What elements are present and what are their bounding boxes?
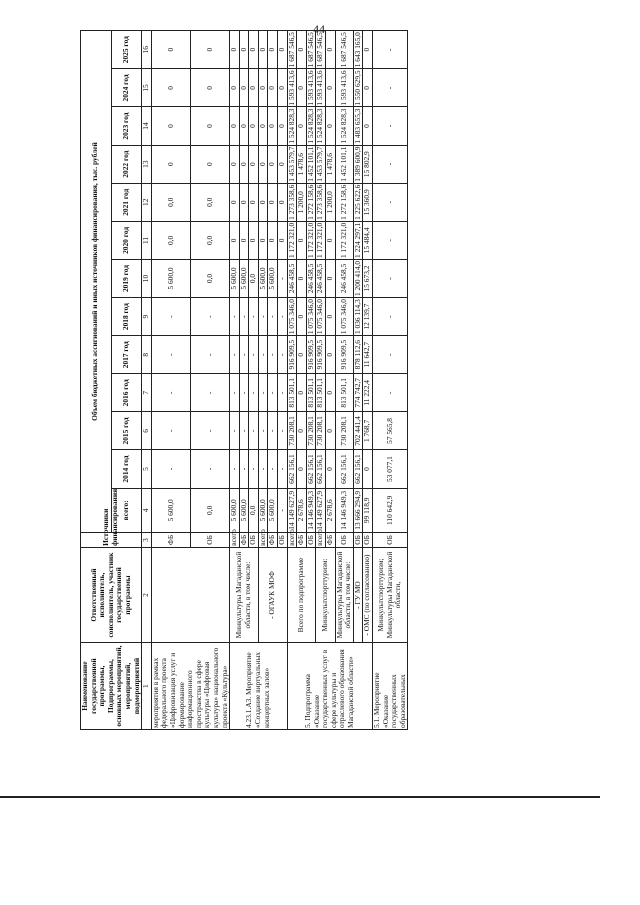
- row-value-cell: 0: [278, 145, 288, 183]
- row-value-cell: 15 360,9: [363, 183, 373, 221]
- row-value-cell: 0: [326, 412, 336, 450]
- row-value-cell: -: [190, 450, 229, 488]
- row-value-cell: -: [249, 374, 259, 412]
- row-value-cell: 0,0: [190, 259, 229, 297]
- row-value-cell: -: [278, 488, 288, 532]
- row-value-cell: 0: [239, 31, 249, 69]
- row-value-cell: 246 458,5: [316, 259, 326, 297]
- row-value-cell: -: [373, 259, 408, 297]
- row-value-cell: 0: [297, 31, 307, 69]
- row-value-cell: 0: [297, 336, 307, 374]
- row-value-cell: -: [239, 298, 249, 336]
- row-value-cell: 0: [190, 145, 229, 183]
- row-value-cell: 246 458,5: [335, 259, 353, 297]
- row-value-cell: -: [373, 298, 408, 336]
- row-value-cell: -: [190, 374, 229, 412]
- row-value-cell: 0: [363, 69, 373, 107]
- row-value-cell: 0: [326, 107, 336, 145]
- row-value-cell: -: [373, 183, 408, 221]
- row-executor-cell: Минкультуры Магаданской области, в том числе:: [335, 547, 353, 642]
- row-value-cell: 1 478,6: [326, 145, 336, 183]
- table-row: [335, 31, 353, 730]
- row-value-cell: 1 389 600,9: [352, 146, 362, 182]
- row-value-cell: -: [239, 336, 249, 374]
- row-value-cell: -: [239, 374, 249, 412]
- table-row: [287, 31, 297, 730]
- row-value-cell: 730 208,1: [287, 412, 297, 450]
- row-value-cell: 1 172 321,0: [315, 222, 325, 258]
- row-value-cell: 0: [230, 31, 240, 69]
- row-value-cell: 1 768,7: [363, 412, 373, 450]
- row-value-cell: 1 452 101,1: [335, 145, 353, 183]
- row-value-cell: 813 501,1: [306, 374, 316, 412]
- row-value-cell: 0: [151, 31, 190, 69]
- row-value-cell: -: [278, 450, 288, 488]
- row-value-cell: -: [249, 412, 259, 450]
- row-value-cell: 0: [278, 183, 288, 221]
- row-value-cell: 5 600,0: [230, 259, 240, 297]
- row-value-cell: 0: [278, 107, 288, 145]
- row-value-cell: 0: [297, 298, 307, 336]
- row-value-cell: -: [151, 336, 190, 374]
- row-value-cell: 1 225 622,6: [352, 184, 362, 220]
- row-value-cell: 0: [249, 145, 259, 183]
- row-value-cell: 0: [190, 69, 229, 107]
- row-value-cell: 0: [151, 107, 190, 145]
- column-number: 16: [142, 31, 152, 69]
- row-source-cell: ФБ: [268, 533, 278, 548]
- row-value-cell: 5 600,0: [230, 488, 240, 532]
- row-value-cell: 1 687 546,5: [315, 32, 325, 68]
- row-value-cell: 0: [249, 107, 259, 145]
- column-number: 8: [142, 336, 152, 374]
- row-value-cell: 1 172 321,0: [335, 221, 353, 259]
- table-row: [316, 31, 326, 730]
- row-value-cell: 0,0: [190, 221, 229, 259]
- row-value-cell: 53 077,1: [373, 450, 408, 488]
- row-value-cell: -: [230, 412, 240, 450]
- row-value-cell: 1 524 828,3: [315, 108, 325, 144]
- header-year: 2023 год: [111, 107, 142, 145]
- row-value-cell: -: [230, 450, 240, 488]
- header-year: 2021 год: [111, 183, 142, 221]
- column-number: 12: [142, 183, 152, 221]
- row-value-cell: 0: [278, 31, 288, 69]
- row-value-cell: -: [239, 450, 249, 488]
- row-value-cell: 5 600,0: [239, 488, 249, 532]
- row-value-cell: 15 802,9: [363, 145, 373, 183]
- row-value-cell: 1 453 579,7: [286, 146, 296, 182]
- row-value-cell: 1 075 346,0: [335, 298, 353, 336]
- row-value-cell: -: [268, 374, 278, 412]
- row-value-cell: 1 687 546,5: [305, 32, 315, 68]
- row-value-cell: -: [190, 336, 229, 374]
- row-source-cell: ОБ: [306, 533, 316, 548]
- column-number: 10: [142, 259, 152, 297]
- row-source-cell: ФБ: [297, 533, 307, 548]
- row-value-cell: 0: [363, 107, 373, 145]
- row-executor-cell: Минкультспорттуризм; Минкультуры Магаданской области,: [373, 547, 408, 642]
- row-source-cell: ФБ: [151, 533, 190, 548]
- row-source-cell: ОБ: [353, 533, 363, 548]
- row-value-cell: 0: [151, 145, 190, 183]
- row-value-cell: 15 484,4: [363, 221, 373, 259]
- table-row: [151, 31, 190, 730]
- row-value-cell: -: [190, 412, 229, 450]
- row-value-cell: 0: [297, 450, 307, 488]
- row-value-cell: 0: [297, 259, 307, 297]
- row-source-cell: всего: [229, 529, 239, 546]
- row-value-cell: -: [249, 298, 259, 336]
- row-value-cell: 1 483 655,3: [352, 108, 362, 144]
- row-value-cell: 0: [326, 374, 336, 412]
- row-value-cell: 0: [268, 221, 278, 259]
- row-value-cell: -: [278, 336, 288, 374]
- row-value-cell: 0: [326, 336, 336, 374]
- header-executor: Ответственный исполнитель, соисполнитель, участник государственной программы: [81, 547, 142, 642]
- row-value-cell: 0: [239, 145, 249, 183]
- row-value-cell: 916 909,5: [316, 336, 326, 374]
- row-value-cell: 57 565,8: [373, 412, 408, 450]
- column-number: 5: [142, 450, 152, 488]
- row-value-cell: 2 678,6: [326, 488, 336, 532]
- row-value-cell: 0: [258, 221, 268, 259]
- row-value-cell: 1 593 413,6: [335, 69, 353, 107]
- row-value-cell: 14 146 949,3: [335, 488, 353, 532]
- row-value-cell: 11 642,7: [363, 336, 373, 374]
- row-value-cell: 1 687 546,5: [335, 31, 353, 69]
- row-value-cell: 916 909,5: [306, 336, 316, 374]
- header-year: 2014 год: [111, 450, 142, 488]
- row-value-cell: -: [190, 298, 229, 336]
- row-source-cell: ОБ: [373, 533, 408, 548]
- row-value-cell: 0: [278, 69, 288, 107]
- row-value-cell: 0: [326, 221, 336, 259]
- row-value-cell: 0: [249, 31, 259, 69]
- row-value-cell: 878 112,6: [353, 336, 363, 374]
- row-value-cell: 662 156,1: [306, 450, 316, 488]
- row-value-cell: 0: [268, 107, 278, 145]
- row-value-cell: 1 273 358,6: [286, 184, 296, 220]
- row-value-cell: -: [151, 374, 190, 412]
- row-source-cell: ОБ: [335, 533, 353, 548]
- row-value-cell: 0: [278, 221, 288, 259]
- row-value-cell: 246 458,5: [287, 259, 297, 297]
- row-value-cell: -: [258, 298, 268, 336]
- row-value-cell: -: [373, 336, 408, 374]
- row-value-cell: 0: [297, 412, 307, 450]
- row-value-cell: 0: [268, 69, 278, 107]
- row-value-cell: 0: [151, 69, 190, 107]
- row-value-cell: 15 673,2: [363, 259, 373, 297]
- row-value-cell: -: [278, 298, 288, 336]
- row-value-cell: 1 593 413,6: [286, 70, 296, 106]
- row-value-cell: 1 075 346,0: [315, 299, 325, 335]
- row-value-cell: -: [230, 298, 240, 336]
- row-value-cell: 1 524 828,3: [305, 108, 315, 144]
- row-source-cell: ОБ: [190, 533, 229, 548]
- row-executor-cell: Всего по подпрограмме: [287, 547, 316, 642]
- row-source-cell: всего: [315, 529, 325, 546]
- row-value-cell: 0: [268, 183, 278, 221]
- column-number: 6: [142, 412, 152, 450]
- row-value-cell: 1 172 321,0: [286, 222, 296, 258]
- row-value-cell: 1 452 101,1: [305, 146, 315, 182]
- row-value-cell: -: [249, 336, 259, 374]
- row-value-cell: -: [268, 412, 278, 450]
- row-source-cell: ФБ: [326, 533, 336, 548]
- row-value-cell: 0,0: [249, 488, 259, 532]
- row-value-cell: 99 118,9: [363, 488, 373, 532]
- row-value-cell: 0: [297, 374, 307, 412]
- row-value-cell: 702 441,4: [353, 412, 363, 450]
- row-value-cell: -: [239, 412, 249, 450]
- row-value-cell: 662 156,1: [353, 450, 363, 488]
- row-value-cell: 730 208,1: [306, 412, 316, 450]
- row-value-cell: 0: [297, 221, 307, 259]
- row-value-cell: 662 156,1: [287, 450, 297, 488]
- row-value-cell: 2 678,6: [297, 488, 307, 532]
- column-number: 13: [142, 145, 152, 183]
- row-value-cell: 1 593 413,6: [315, 70, 325, 106]
- row-value-cell: -: [249, 450, 259, 488]
- row-value-cell: 1 224 297,1: [352, 222, 362, 258]
- row-value-cell: 0: [326, 450, 336, 488]
- row-value-cell: 0: [363, 450, 373, 488]
- row-value-cell: 0: [297, 107, 307, 145]
- header-year: 2019 год: [111, 259, 142, 297]
- row-value-cell: 1 036 114,3: [352, 299, 362, 335]
- row-value-cell: 1 643 165,0: [352, 32, 362, 68]
- row-value-cell: 0: [363, 31, 373, 69]
- header-year: 2018 год: [111, 298, 142, 336]
- row-value-cell: 1 524 828,3: [286, 108, 296, 144]
- row-value-cell: 916 909,5: [335, 336, 353, 374]
- row-value-cell: 14 149 627,9: [287, 488, 297, 532]
- table-row: [230, 31, 240, 730]
- row-value-cell: 1 200,0: [297, 183, 307, 221]
- column-number: 3: [142, 533, 152, 548]
- row-name-cell: 5. Подпрограмма «Оказание государственных услуг в сфере культуры и отраслевого образования Магаданской области»: [287, 643, 372, 730]
- header-source: Источники финансирования: [81, 533, 142, 548]
- row-value-cell: 0: [326, 31, 336, 69]
- column-number-row: [142, 31, 152, 730]
- row-value-cell: -: [151, 412, 190, 450]
- row-value-cell: -: [230, 336, 240, 374]
- row-value-cell: 0: [230, 145, 240, 183]
- row-value-cell: 0: [239, 69, 249, 107]
- row-value-cell: 0: [258, 145, 268, 183]
- row-value-cell: 0: [258, 69, 268, 107]
- row-value-cell: 1 453 579,7: [315, 146, 325, 182]
- row-value-cell: 0: [239, 183, 249, 221]
- row-source-cell: ОБ: [278, 533, 288, 548]
- row-value-cell: 0: [258, 107, 268, 145]
- row-value-cell: 1 075 346,0: [286, 299, 296, 335]
- rotated-table-wrapper: [80, 30, 610, 730]
- row-name-cell: 5.1. Мероприятие «Оказание государственных образовательных: [373, 643, 408, 730]
- row-value-cell: -: [268, 450, 278, 488]
- row-value-cell: -: [151, 298, 190, 336]
- row-value-cell: 0: [297, 69, 307, 107]
- row-executor-cell: [151, 547, 229, 642]
- header-year: 2025 год: [111, 31, 142, 69]
- column-number: 14: [142, 107, 152, 145]
- row-value-cell: 14 146 949,3: [306, 488, 316, 532]
- row-value-cell: 662 156,1: [335, 450, 353, 488]
- header-year: 2017 год: [111, 336, 142, 374]
- row-value-cell: 813 501,1: [316, 374, 326, 412]
- row-value-cell: -: [258, 450, 268, 488]
- column-number: 9: [142, 298, 152, 336]
- row-value-cell: 5 600,0: [258, 259, 268, 297]
- row-executor-cell: - ОМС (по согласованию): [363, 547, 373, 642]
- page-number: 44: [313, 22, 325, 36]
- row-value-cell: 730 208,1: [335, 412, 353, 450]
- row-value-cell: 0: [258, 31, 268, 69]
- header-year: 2020 год: [111, 221, 142, 259]
- column-number: 15: [142, 69, 152, 107]
- row-value-cell: 12 139,7: [363, 298, 373, 336]
- header-year: 2024 год: [111, 69, 142, 107]
- row-value-cell: -: [268, 336, 278, 374]
- row-value-cell: -: [373, 107, 408, 145]
- row-value-cell: 1 172 321,0: [305, 222, 315, 258]
- row-value-cell: -: [373, 145, 408, 183]
- row-value-cell: 5 600,0: [258, 488, 268, 532]
- row-value-cell: 0: [190, 31, 229, 69]
- row-value-cell: 13 666 294,9: [353, 488, 363, 532]
- row-value-cell: 11 222,4: [363, 374, 373, 412]
- column-number: 11: [142, 221, 152, 259]
- row-executor-cell: Минкультспорттуризм:: [316, 547, 335, 642]
- scan-edge-line: [0, 796, 600, 798]
- row-value-cell: 662 156,1: [316, 450, 326, 488]
- row-value-cell: 0: [258, 183, 268, 221]
- row-value-cell: 110 642,9: [373, 488, 408, 532]
- row-value-cell: -: [278, 259, 288, 297]
- row-value-cell: 0: [249, 69, 259, 107]
- row-value-cell: 730 208,1: [316, 412, 326, 450]
- column-number: 4: [142, 488, 152, 532]
- column-number: 2: [142, 547, 152, 642]
- header-year: 2022 год: [111, 145, 142, 183]
- row-value-cell: 0,0: [190, 183, 229, 221]
- row-executor-cell: - ОГАУК МОФ: [258, 547, 287, 642]
- row-value-cell: -: [258, 336, 268, 374]
- column-number: 1: [142, 643, 152, 730]
- row-value-cell: 5 600,0: [151, 259, 190, 297]
- row-value-cell: 0: [230, 69, 240, 107]
- row-value-cell: 1 200 414,0: [352, 260, 362, 297]
- row-value-cell: 1 272 158,6: [305, 184, 315, 220]
- row-value-cell: 5 600,0: [268, 488, 278, 532]
- row-source-cell: ОБ: [249, 533, 259, 548]
- row-value-cell: -: [373, 221, 408, 259]
- row-value-cell: 0: [239, 107, 249, 145]
- row-value-cell: -: [373, 69, 408, 107]
- row-value-cell: 813 501,1: [287, 374, 297, 412]
- row-value-cell: 0,0: [151, 221, 190, 259]
- row-value-cell: 1 550 629,5: [352, 70, 362, 106]
- row-name-cell: 4.23.1.А3. Мероприятие «Создание виртуальных концертных залов»: [230, 643, 288, 730]
- row-source-cell: всего: [286, 529, 296, 546]
- row-value-cell: -: [258, 374, 268, 412]
- row-value-cell: 0,0: [249, 259, 259, 297]
- row-value-cell: 1 687 546,5: [286, 32, 296, 68]
- table-body: [151, 31, 408, 730]
- row-value-cell: -: [258, 412, 268, 450]
- row-value-cell: 5 600,0: [151, 488, 190, 532]
- row-value-cell: 774 742,7: [353, 374, 363, 412]
- column-number: 7: [142, 374, 152, 412]
- table-row: [373, 31, 408, 730]
- row-value-cell: -: [268, 298, 278, 336]
- row-value-cell: 0: [230, 221, 240, 259]
- row-value-cell: 0: [230, 183, 240, 221]
- row-value-cell: 0: [326, 259, 336, 297]
- table-row: [363, 31, 373, 730]
- row-value-cell: 0: [249, 183, 259, 221]
- row-value-cell: 0: [326, 298, 336, 336]
- row-value-cell: 1 524 828,3: [335, 107, 353, 145]
- row-value-cell: 813 501,1: [335, 374, 353, 412]
- row-value-cell: 5 600,0: [239, 259, 249, 297]
- row-value-cell: -: [373, 374, 408, 412]
- row-value-cell: 0: [326, 69, 336, 107]
- table-row: [258, 31, 268, 730]
- row-value-cell: 0,0: [151, 183, 190, 221]
- row-value-cell: 14 149 627,9: [316, 488, 326, 532]
- header-total: всего:: [111, 488, 142, 532]
- row-source-cell: ФБ: [239, 533, 249, 548]
- row-value-cell: 5 600,0: [268, 259, 278, 297]
- row-value-cell: -: [278, 412, 288, 450]
- row-value-cell: 1 478,6: [297, 145, 307, 183]
- header-funding-group: Объем бюджетных ассигнований и иных источников финансирования, тыс. рублей: [81, 31, 112, 533]
- row-value-cell: 1 075 346,0: [305, 299, 315, 335]
- row-value-cell: -: [373, 31, 408, 69]
- header-year: 2016 год: [111, 374, 142, 412]
- row-value-cell: 1 273 358,6: [315, 184, 325, 220]
- row-value-cell: -: [151, 450, 190, 488]
- header-name: Наименование государственной программы, Подпрограммы, основных мероприятий, мероприятий, подмероприятий: [81, 643, 142, 730]
- row-executor-cell: Минкультуры Магаданской области, в том числе:: [230, 547, 259, 642]
- row-name-cell: мероприятия в рамках федерального проекта «Цифровизация услуг и формирование информационного пространства в сфере культуры «Цифровая культура» национального проекта «Культура»: [151, 643, 229, 730]
- row-value-cell: -: [230, 374, 240, 412]
- row-value-cell: -: [278, 374, 288, 412]
- header-year: 2015 год: [111, 412, 142, 450]
- row-value-cell: 0: [268, 145, 278, 183]
- row-value-cell: 0: [190, 107, 229, 145]
- row-source-cell: всего: [257, 529, 267, 546]
- funding-table: [80, 30, 408, 730]
- row-value-cell: 0: [230, 107, 240, 145]
- row-value-cell: 0: [249, 221, 259, 259]
- row-value-cell: 0: [239, 221, 249, 259]
- row-value-cell: 246 458,5: [306, 259, 316, 297]
- row-value-cell: 1 272 158,6: [335, 183, 353, 221]
- row-value-cell: 1 200,0: [326, 183, 336, 221]
- row-value-cell: 1 593 413,6: [305, 70, 315, 106]
- row-executor-cell: - ГУ МО: [353, 547, 363, 642]
- row-value-cell: 916 909,5: [287, 336, 297, 374]
- row-value-cell: 0: [268, 31, 278, 69]
- row-value-cell: 0,0: [190, 488, 229, 532]
- row-source-cell: ОБ: [363, 533, 373, 548]
